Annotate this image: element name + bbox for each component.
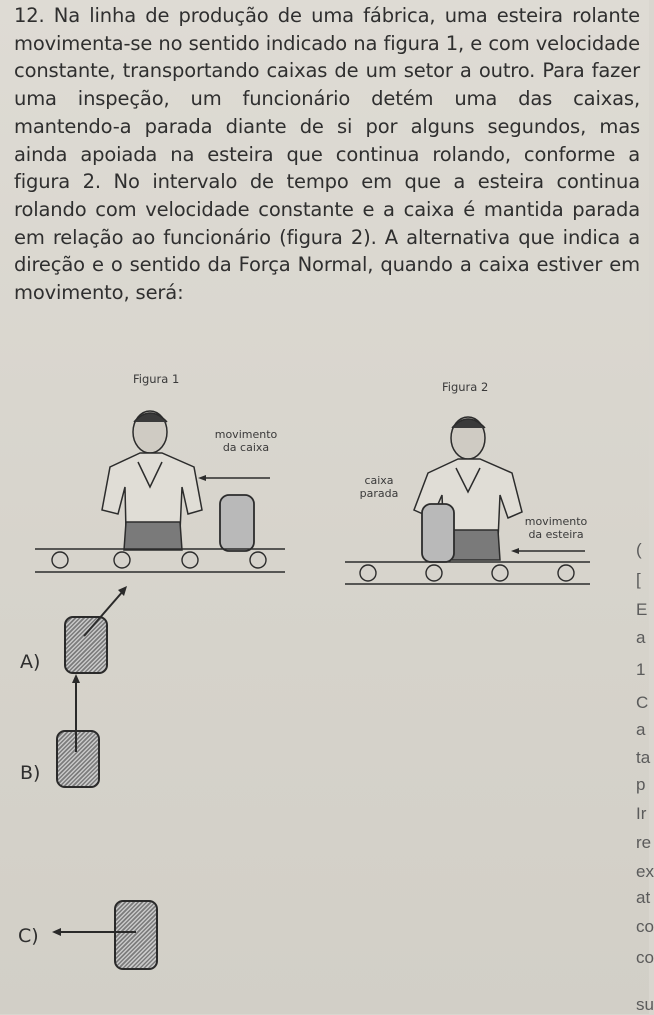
figure1-arrow-label-line1: movimento: [214, 428, 278, 441]
edge-fragment: ta: [636, 748, 651, 767]
edge-fragment: su: [636, 995, 654, 1014]
option-a-normal-arrow: [80, 580, 140, 640]
figure1-conveyor: [35, 549, 285, 572]
edge-fragment: C: [636, 693, 649, 712]
question-body: Na linha de produção de uma fábrica, uma esteira rolante movimenta-se no sentido indicado na figura 1, e com velocidade constante, transportando caixas de um setor a outro. Para fazer uma inspeção, um funcionário detém uma das caixas, mantendo-a parada diante de si por alguns segundos, mas ainda apoiada na esteira que continua rolando, conforme a figura 2. No intervalo de tempo em que a esteira continua rolando com velocidade constante e a caixa é mantida parada em relação ao funcionário (figura 2). A alternativa que indica a direção e o sentido da Força Normal, quando a caixa estiver em movimento, será:: [14, 4, 640, 305]
figure1-worker: [102, 411, 202, 550]
edge-fragment: E: [636, 600, 648, 619]
figure2-conveyor: [345, 562, 590, 584]
edge-fragment: ex: [636, 862, 654, 881]
edge-fragment: [: [636, 570, 641, 589]
option-c-letter: C): [18, 925, 39, 947]
option-c-normal-arrow: [48, 922, 138, 942]
option-b-letter: B): [20, 762, 41, 784]
edge-fragment: a: [636, 720, 646, 739]
figure2-arrow-label-line2: da esteira: [528, 528, 584, 541]
figure2-box: [422, 504, 454, 562]
edge-fragment: 1: [636, 660, 646, 679]
edge-fragment: a: [636, 628, 646, 647]
edge-fragment: co: [636, 917, 654, 936]
edge-fragment: Ir: [636, 804, 647, 823]
question-number: 12.: [14, 4, 45, 27]
figure2-illustration: [340, 400, 600, 590]
option-b-normal-arrow: [66, 672, 86, 752]
option-a-letter: A): [20, 651, 41, 673]
edge-fragment: at: [636, 888, 651, 907]
question-text: [14, 2, 640, 307]
figure1-illustration: [30, 392, 290, 582]
figure1-arrow-label-line2: da caixa: [222, 441, 270, 454]
edge-fragment: p: [636, 775, 646, 794]
edge-fragment: co: [636, 948, 654, 967]
edge-fragment: re: [636, 833, 652, 852]
figure1-caption: Figura 1: [133, 372, 180, 386]
figure1-box: [220, 495, 254, 551]
figure2-arrow-label-line1: movimento: [524, 515, 588, 528]
edge-fragment: (: [636, 540, 642, 559]
figure2-box-label-line1: caixa: [364, 474, 394, 487]
figure2-box-label-line2: parada: [359, 487, 399, 500]
figure2-caption: Figura 2: [442, 380, 489, 394]
